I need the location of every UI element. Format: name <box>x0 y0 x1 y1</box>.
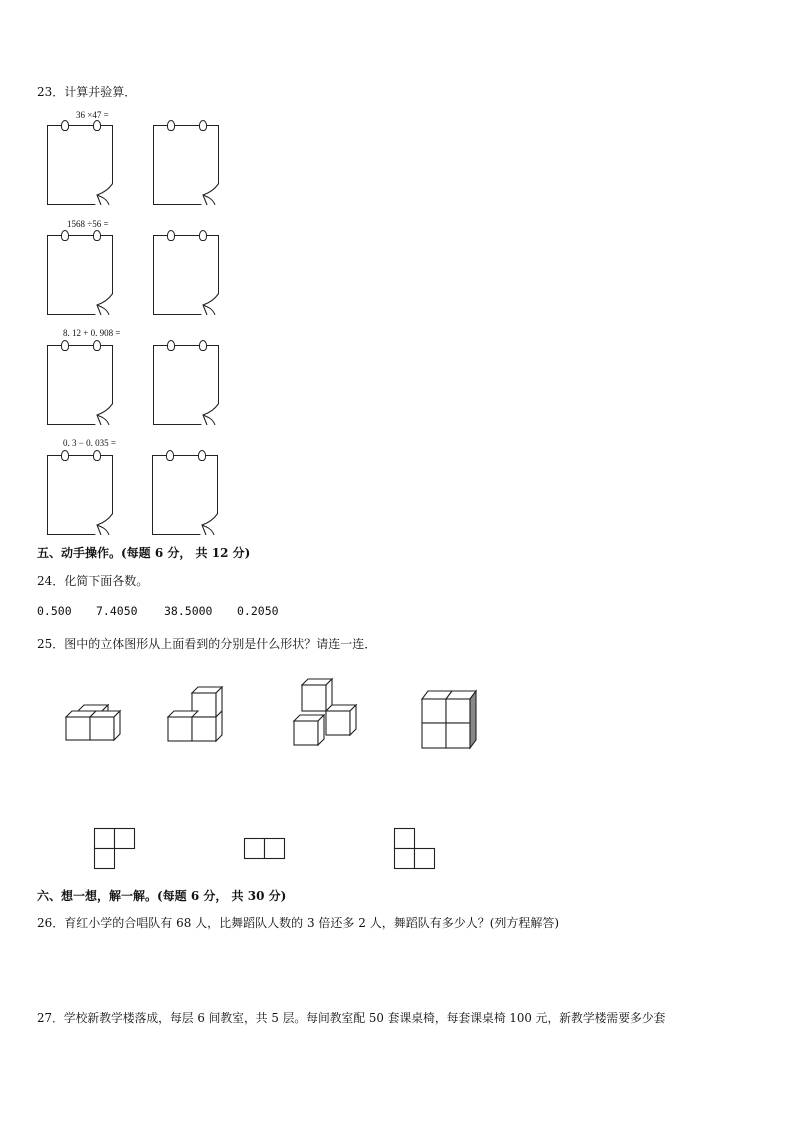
ring-icon <box>93 450 101 461</box>
top-view-shape-2[interactable] <box>244 838 288 862</box>
q26-text: 26．育红小学的合唱队有 68 人，比舞蹈队人数的 3 倍还多 2 人，舞蹈队有多少人？(列方程解答) <box>37 916 560 930</box>
page-curl-icon <box>201 403 219 425</box>
q27-text: 27．学校新教学楼落成，每层 6 间教室，共 5 层。每间教室配 50 套课桌椅，每套课桌椅 100 元，新教学楼需要多少套 <box>37 1011 666 1025</box>
scratch-pad-3-calc[interactable] <box>47 345 113 425</box>
ring-icon <box>167 120 175 131</box>
scratch-pad-4-calc[interactable] <box>47 455 113 535</box>
ring-icon <box>61 340 69 351</box>
section-6-heading: 六、想一想，解一解。(每题 6 分， 共 30 分) <box>37 889 287 903</box>
top-view-shape-3[interactable] <box>394 828 438 872</box>
page-curl-icon <box>201 293 219 315</box>
ring-icon <box>93 120 101 131</box>
page-curl-icon <box>200 513 218 535</box>
section-5-heading: 五、动手操作。(每题 6 分， 共 12 分) <box>37 546 251 560</box>
q23-title: 23．计算并验算． <box>37 85 137 99</box>
expr-2: 1568 ÷56 = <box>67 219 109 229</box>
solid-figure-1[interactable] <box>60 695 130 745</box>
ring-icon <box>61 450 69 461</box>
ring-icon <box>167 230 175 241</box>
page-curl-icon <box>95 403 113 425</box>
ring-icon <box>93 340 101 351</box>
ring-icon <box>166 450 174 461</box>
expr-3: 8. 12 + 0. 908 = <box>63 328 121 338</box>
q24-number-2: 7.4050 <box>96 604 138 618</box>
q24-number-1: 0.500 <box>37 604 72 618</box>
ring-icon <box>199 340 207 351</box>
solid-figure-3[interactable] <box>288 675 368 750</box>
page-curl-icon <box>95 293 113 315</box>
q24-title: 24．化简下面各数。 <box>37 574 149 588</box>
scratch-pad-2-calc[interactable] <box>47 235 113 315</box>
ring-icon <box>199 120 207 131</box>
ring-icon <box>199 230 207 241</box>
top-view-shape-1[interactable] <box>94 828 138 872</box>
page-curl-icon <box>95 513 113 535</box>
q25-title: 25．图中的立体图形从上面看到的分别是什么形状？请连一连． <box>37 637 377 651</box>
ring-icon <box>61 230 69 241</box>
scratch-pad-1-calc[interactable] <box>47 125 113 205</box>
scratch-pad-1-check[interactable] <box>153 125 219 205</box>
scratch-pad-4-check[interactable] <box>152 455 218 535</box>
solid-figure-2[interactable] <box>160 683 235 748</box>
q24-number-4: 0.2050 <box>237 604 279 618</box>
scratch-pad-2-check[interactable] <box>153 235 219 315</box>
expr-4: 0. 3 − 0. 035 = <box>63 438 116 448</box>
ring-icon <box>167 340 175 351</box>
page-curl-icon <box>95 183 113 205</box>
ring-icon <box>93 230 101 241</box>
q24-number-3: 38.5000 <box>164 604 213 618</box>
ring-icon <box>198 450 206 461</box>
ring-icon <box>61 120 69 131</box>
scratch-pad-3-check[interactable] <box>153 345 219 425</box>
expr-1: 36 ×47 = <box>76 110 109 120</box>
page-curl-icon <box>201 183 219 205</box>
solid-figure-4[interactable] <box>416 685 491 755</box>
